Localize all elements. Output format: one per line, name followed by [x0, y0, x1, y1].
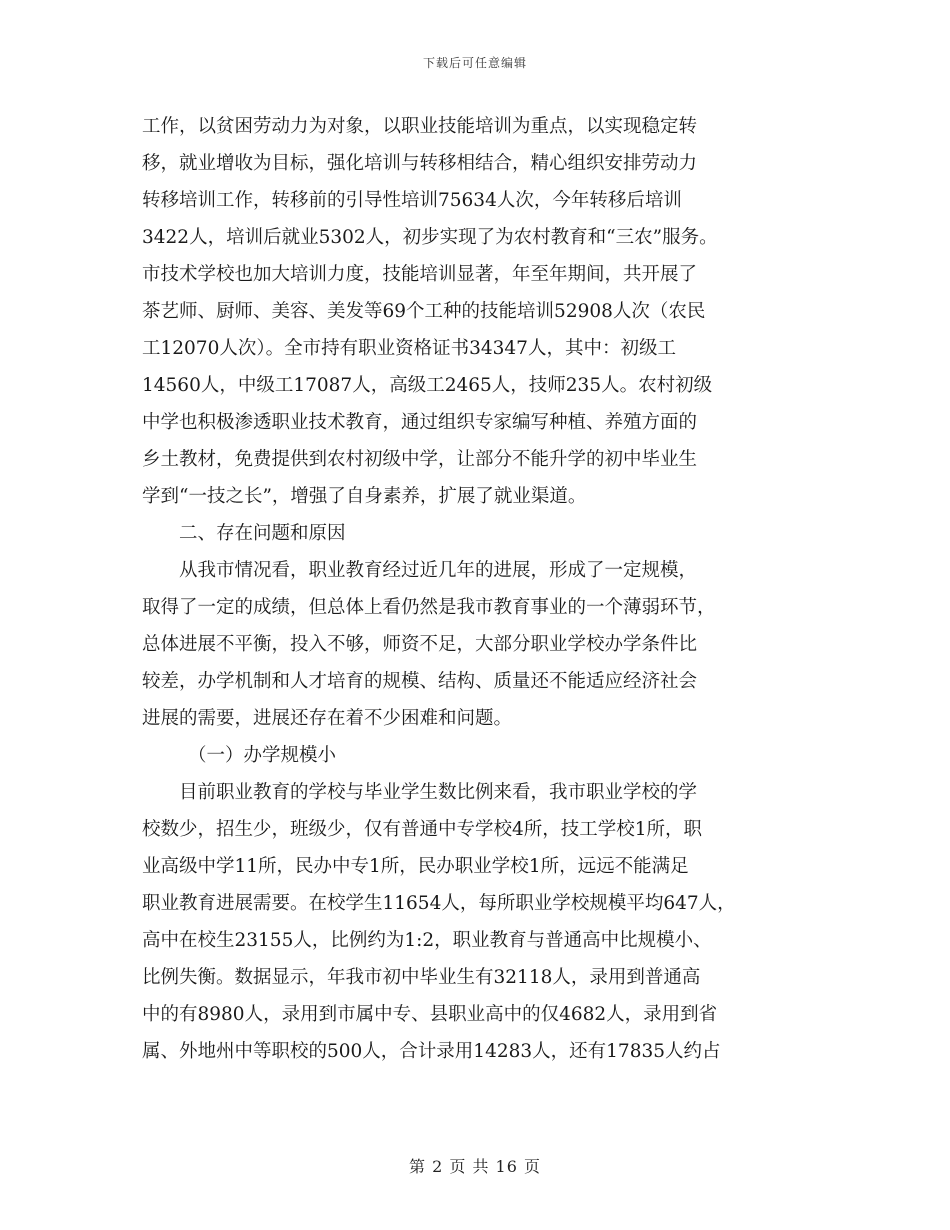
page-header: 下载后可任意编辑 [422, 56, 527, 70]
body-line: 3422人，培训后就业5302人，初步实现了为农村教育和“三农”服务。 [142, 227, 718, 248]
document-body [142, 108, 832, 1070]
body-line: 校数少，招生少，班级少，仅有普通中专学校4所，技工学校1所，职 [142, 819, 703, 840]
body-line: 比例失衡。数据显示，年我市初中毕业生有32118人，录用到普通高 [142, 967, 701, 988]
body-line: 较差，办学机制和人才培育的规模、结构、质量还不能适应经济社会 [142, 671, 698, 692]
body-line: 目前职业教育的学校与毕业学生数比例来看，我市职业学校的学 [179, 782, 698, 803]
body-line: 职业教育进展需要。在校学生11654人，每所职业学校规模平均647人， [142, 893, 736, 914]
body-line: 中学也积极渗透职业技术教育，通过组织专家编写种植、养殖方面的 [142, 412, 698, 433]
body-line: 中的有8980人，录用到市属中专、县职业高中的仅4682人，录用到省 [142, 1004, 718, 1025]
body-line: 属、外地州中等职校的500人，合计录用14283人，还有17835人约占 [142, 1041, 721, 1062]
body-line: 工作，以贫困劳动力为对象，以职业技能培训为重点，以实现稳定转 [142, 116, 698, 137]
body-line: 移，就业增收为目标，强化培训与转移相结合，精心组织安排劳动力 [142, 153, 698, 174]
body-line: 进展的需要，进展还存在着不少困难和问题。 [142, 708, 513, 729]
body-line: 高中在校生23155人，比例约为1:2，职业教育与普通高中比规模小、 [142, 930, 712, 951]
body-line: 工12070人次）。全市持有职业资格证书34347人，其中：初级工 [142, 338, 676, 359]
body-line: 14560人，中级工17087人，高级工2465人，技师235人。农村初级 [142, 375, 713, 396]
body-line: 从我市情况看，职业教育经过近几年的进展，形成了一定规模， [179, 560, 698, 581]
body-line: 取得了一定的成绩，但总体上看仍然是我市教育事业的一个薄弱环节， [142, 597, 716, 618]
body-line: 市技术学校也加大培训力度，技能培训显著，年至年期间，共开展了 [142, 264, 698, 285]
body-line: 学到“一技之长”，增强了自身素养，扩展了就业渠道。 [142, 486, 587, 507]
body-line: 业高级中学11所，民办中专1所，民办职业学校1所，远远不能满足 [142, 856, 689, 877]
page-footer: 第 2 页 共 16 页 [409, 1157, 541, 1176]
section-heading: 二、存在问题和原因 [179, 523, 346, 544]
body-line: 乡土教材，免费提供到农村初级中学，让部分不能升学的初中毕业生 [142, 449, 698, 470]
body-line: 茶艺师、厨师、美容、美发等69个工种的技能培训52908人次（农民 [142, 301, 706, 322]
body-line: 总体进展不平衡，投入不够，师资不足，大部分职业学校办学条件比 [142, 634, 698, 655]
body-line: 转移培训工作，转移前的引导性培训75634人次，今年转移后培训 [142, 190, 682, 211]
subsection-heading: （一）办学规模小 [188, 745, 337, 766]
